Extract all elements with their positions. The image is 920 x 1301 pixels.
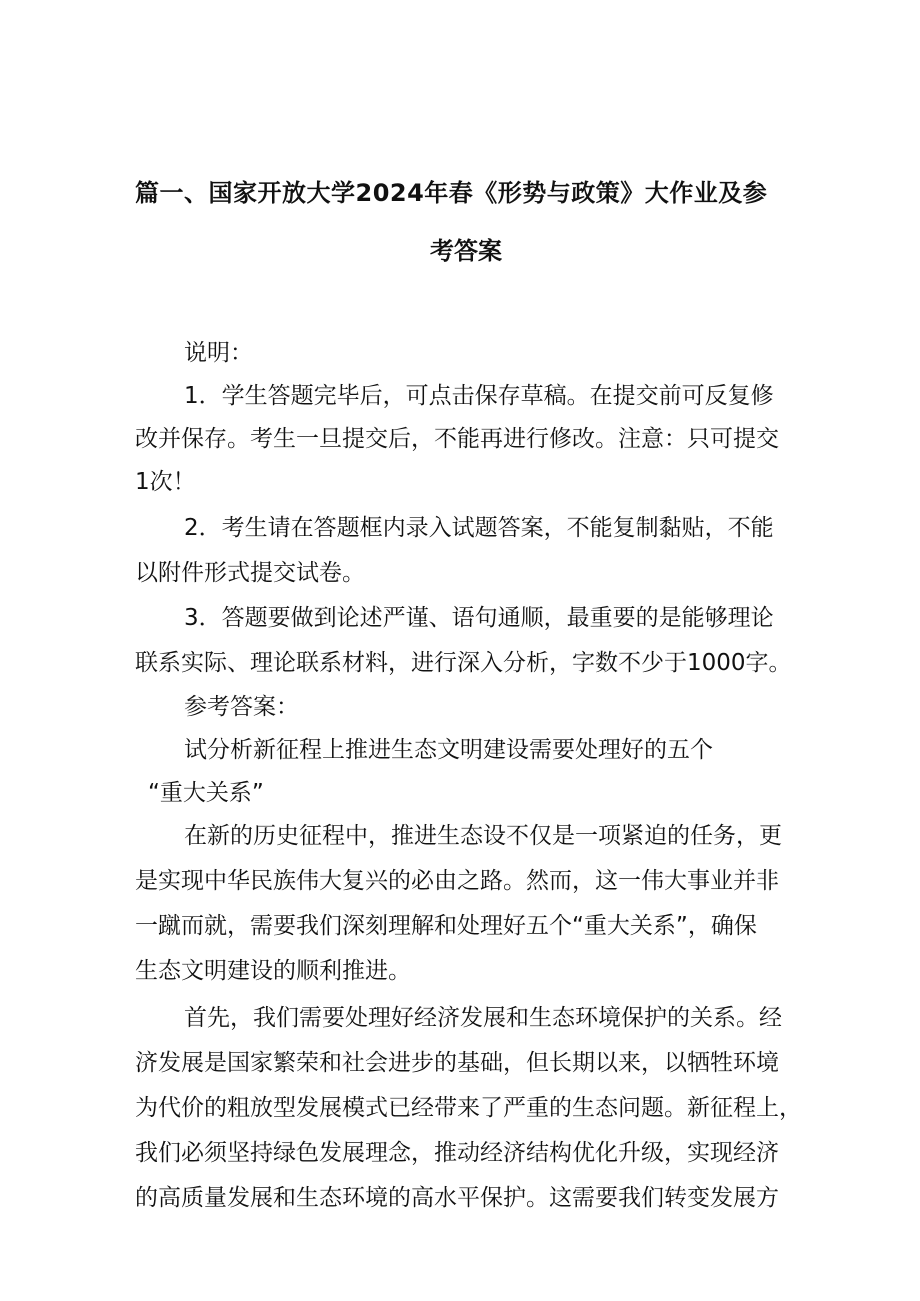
- paragraph-line: 试分析新征程上推进生态文明建设需要处理好的五个: [184, 737, 713, 763]
- paragraph-line: 济发展是国家繁荣和社会进步的基础，但长期以来，以牺牲环境: [135, 1050, 779, 1076]
- paragraph-line: 生态文明建设的顺利推进。: [135, 958, 411, 984]
- paragraph-line: 我们必须坚持绿色发展理念，推动经济结构优化升级，实现经济: [135, 1140, 779, 1166]
- paragraph-line: 1．学生答题完毕后，可点击保存草稿。在提交前可反复修: [184, 383, 774, 409]
- paragraph-line: 改并保存。考生一旦提交后，不能再进行修改。注意：只可提交: [135, 426, 779, 452]
- paragraph-line: 说明：: [184, 340, 253, 366]
- paragraph-line: 首先，我们需要处理好经济发展和生态环境保护的关系。经: [184, 1005, 782, 1031]
- paragraph-line: 的高质量发展和生态环境的高水平保护。这需要我们转变发展方: [135, 1185, 779, 1211]
- paragraph-line: 为代价的粗放型发展模式已经带来了严重的生态问题。新征程上，: [135, 1095, 802, 1121]
- paragraph-line: “重大关系”: [148, 780, 264, 806]
- paragraph-line: 以附件形式提交试卷。: [135, 560, 365, 586]
- document-title: 篇一、国家开放大学2024年春《形势与政策》大作业及参: [135, 179, 768, 207]
- paragraph-line: 在新的历史征程中，推进生态设不仅是一项紧迫的任务，更: [184, 823, 782, 849]
- paragraph-line: 1次！: [135, 469, 196, 495]
- paragraph-line: 参考答案：: [184, 694, 299, 720]
- paragraph-line: 2．考生请在答题框内录入试题答案，不能复制黏贴，不能: [184, 515, 774, 541]
- paragraph-line: 3．答题要做到论述严谨、语句通顺，最重要的是能够理论: [184, 605, 774, 631]
- paragraph-line: 联系实际、理论联系材料，进行深入分析，字数不少于1000字。: [135, 650, 792, 676]
- paragraph-line: 是实现中华民族伟大复兴的必由之路。然而，这一伟大事业并非: [135, 868, 779, 894]
- paragraph-line: 一蹴而就，需要我们深刻理解和处理好五个“重大关系”，确保: [135, 913, 757, 939]
- document-title-continued: 考答案: [430, 237, 502, 265]
